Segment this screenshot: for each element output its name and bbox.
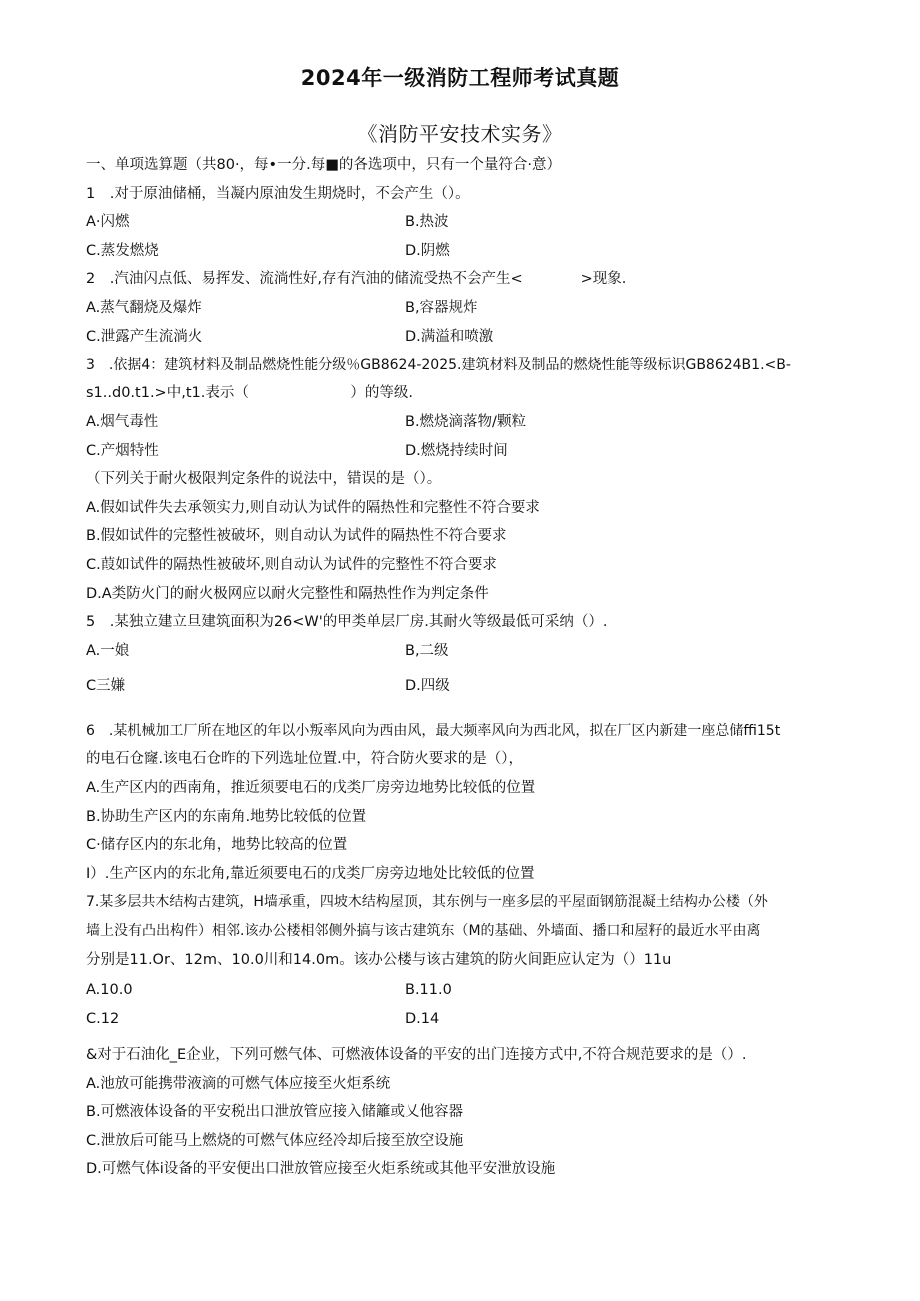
question-4-option-d: D.A类防火门的耐火极网应以耐火完整性和隔热性作为判定条件 (86, 586, 489, 602)
question-7-option-c: C.12 (86, 1011, 120, 1027)
question-1-option-b: B.热波 (405, 214, 449, 230)
question-4-option-c: C.葭如试件的隔热性被破坏,则自动认为试件的完整性不符合要求 (86, 557, 497, 573)
question-8-option-b: B.可燃液体设备的平安税出口泄放管应接入储籬或乂他容器 (86, 1104, 464, 1120)
question-5-stem: 5 .某独立建立旦建筑面积为26<W'的甲类单层厂房.其耐火等级最低可采纳（）. (86, 614, 608, 630)
page-title: 2024年一级消防工程师考试真题 (300, 66, 620, 90)
question-7-option-a: A.10.0 (86, 982, 133, 998)
question-7-option-d: D.14 (405, 1011, 440, 1027)
question-6-stem-line-2: 的电石仓窿.该电石仓昨的下列选址位置.中，符合防火要求的是（）， (86, 751, 523, 767)
question-6-stem-line-1: 6 .某机械加工厂所在地区的年以小叛率风向为西由风，最大频率风向为西北风，拟在厂区内新建一座总储ffi15t (86, 723, 781, 739)
question-8-stem: &对于石油化_E企业，下列可燃气体、可燃液体设备的平安的出门连接方式中,不符合规范要求的是（）. (86, 1047, 747, 1063)
question-2-option-a: A.蒸气翻烧及爆炸 (86, 300, 202, 316)
question-4-stem: （下列关于耐火极限判定条件的说法中，错误的是（）。 (86, 471, 442, 487)
question-2-option-c: C.泄露产生流淌火 (86, 329, 203, 345)
question-3-option-a: A.烟气毒性 (86, 414, 159, 430)
question-1-option-d: D.阴燃 (405, 243, 450, 259)
question-3-option-c: C.产烟特性 (86, 443, 159, 459)
question-7-stem-line-1: 7.某多层共木结构古建筑，H墙承重，四坡木结构屋顶，其东例与一座多层的平屋面钢筋混凝土结构办公楼（外 (86, 894, 768, 910)
question-6-option-b: B.协助生产区内的东南角.地势比较低的位置 (86, 809, 367, 825)
question-8-option-d: D.可燃气体i设备的平安便出口泄放管应接至火炬系统或其他平安泄放设施 (86, 1161, 556, 1177)
question-5-option-a: A.一娘 (86, 643, 130, 659)
question-3-option-b: B.燃烧滴落物/颗粒 (405, 414, 526, 430)
question-3-option-d: D.燃烧持续时间 (405, 443, 508, 459)
question-5-option-b: B,二级 (405, 643, 449, 659)
question-5-option-d: D.四级 (405, 678, 450, 694)
question-6-option-d: I）.生产区内的东北角,靠近须要电石的戊类厂房旁边地处比较低的位置 (86, 866, 535, 882)
question-4-option-a: A.假如试件失去承领实力,则自动认为试件的隔热性和完整性不符合要求 (86, 500, 540, 516)
question-7-option-b: B.11.0 (405, 982, 452, 998)
question-2-stem: 2 .汽油闪点低、易挥发、流淌性好,存有汽油的储流受热不会产生< >现象. (86, 271, 627, 287)
question-8-option-a: A.池放可能携带液滴的可燃气体应接至火炬系统 (86, 1076, 391, 1092)
question-7-stem-line-2: 墙上没有凸出构件）相邻.该办公楼相邻侧外搞与该古建筑东（M的基础、外墙面、播口和屋籽的最近水平由离 (86, 923, 761, 939)
question-3-stem-line-2: s1..d0.t1.>中,t1.表示（ ）的等级. (86, 385, 413, 401)
section-heading: 一、单项选算题（共80·，每•一分.每■的各选项中，只有一个量符合·意） (86, 157, 562, 173)
question-3-stem-line-1: 3 .依据4：建筑材料及制品燃烧性能分级％GB8624-2025.建筑材料及制品的燃烧性能等级标识GB8624B1.<B- (86, 357, 791, 373)
question-6-option-a: A.生产区内的西南角，推近须要电石的戊类厂房旁边地势比较低的位置 (86, 780, 536, 796)
question-5-option-c: C三嫌 (86, 678, 126, 694)
question-1-stem: 1 .对于原油储桶，当凝内原油发生期烧时，不会产生（）。 (86, 186, 470, 202)
question-7-stem-line-3: 分别是11.Or、12m、10.0川和14.0m。该办公楼与该古建筑的防火间距应认定为（）11u (86, 952, 672, 968)
page-subtitle: 《消防平安技术实务》 (357, 122, 563, 146)
question-2-option-d: D.满溢和喷激 (405, 329, 494, 345)
question-2-option-b: B,容器规炸 (405, 300, 478, 316)
question-4-option-b: B.假如试件的完整性被破坏，则自动认为试件的隔热性不符合要求 (86, 528, 507, 544)
question-8-option-c: C.泄放后可能马上燃烧的可燃气体应经冷却后接至放空设施 (86, 1133, 464, 1149)
question-1-option-a: A·闪燃 (86, 214, 130, 230)
question-6-option-c: C·储存区内的东北角，地势比较高的位置 (86, 837, 348, 853)
question-1-option-c: C.蒸发燃烧 (86, 243, 159, 259)
